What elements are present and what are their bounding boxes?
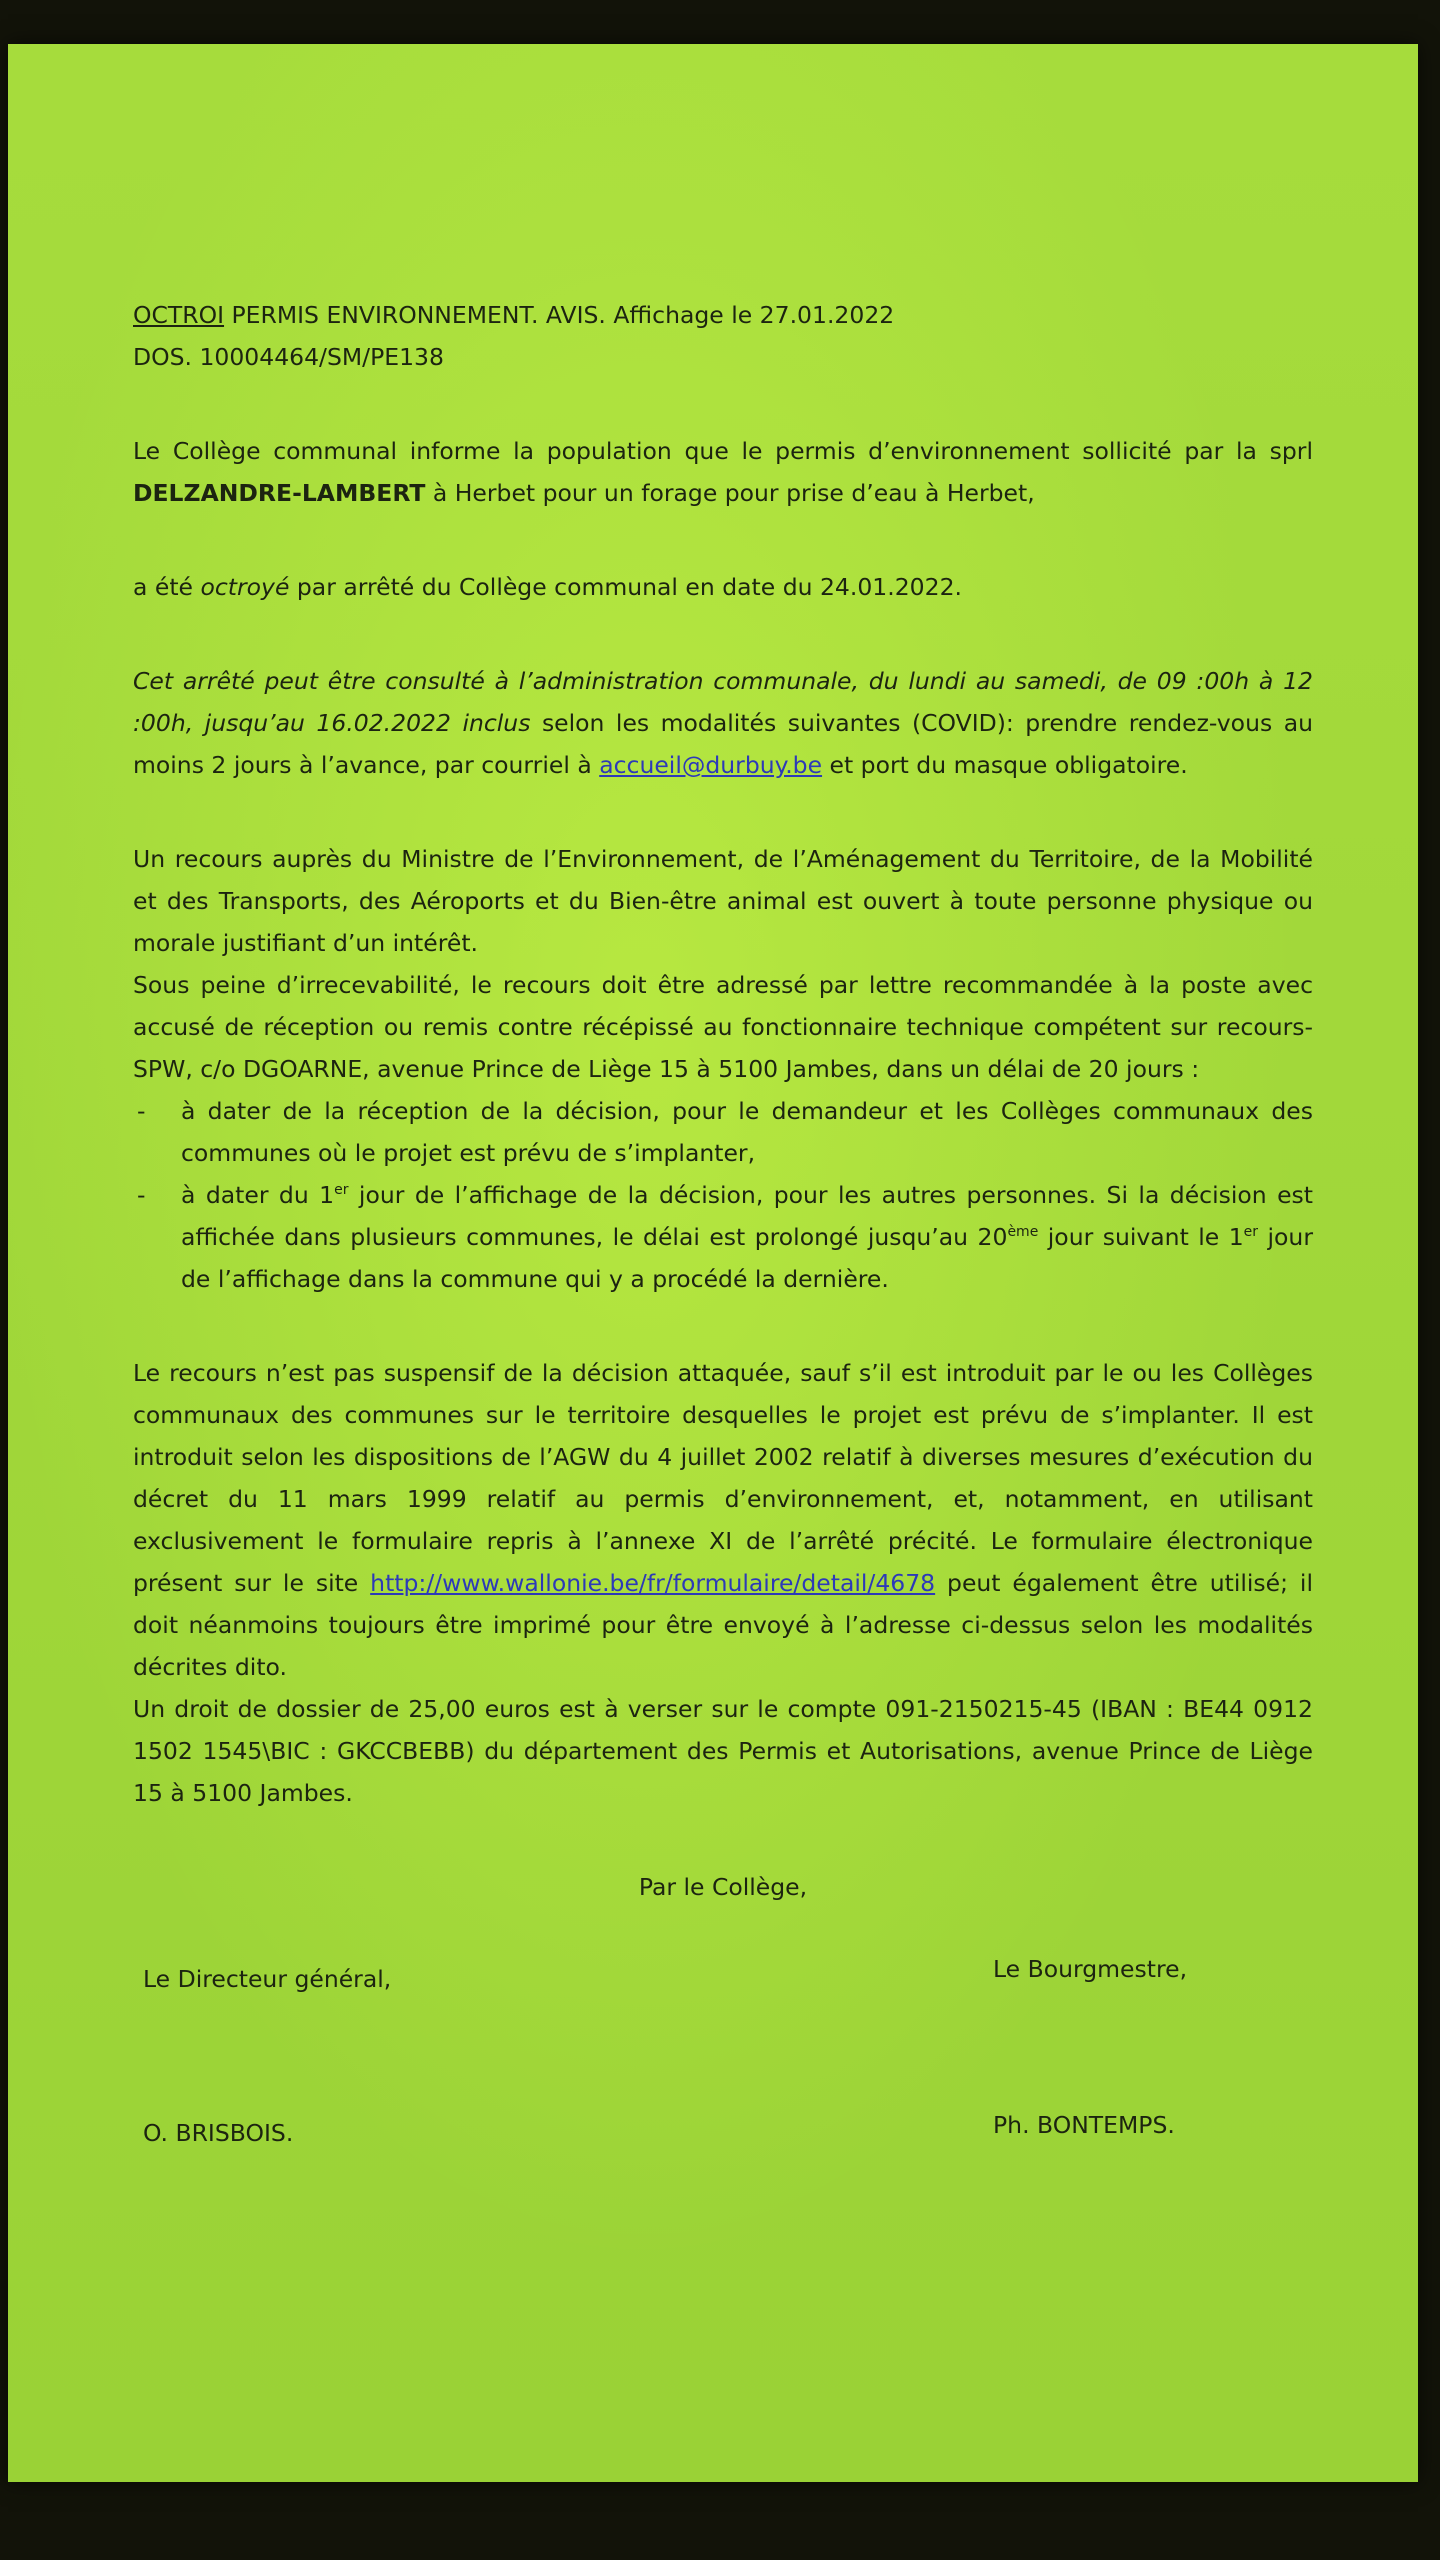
consultation-end: et port du masque obligatoire. (822, 751, 1188, 779)
appeal-procedure-paragraph: Sous peine d’irrecevabilité, le recours doit être adressé par lettre recommandée à la poste avec accusé de réception ou remis contre récépissé au fonctionnaire technique compétent sur recours-SPW, c/o DGOARNE, avenue Prince de Liège 15 à 5100 Jambes, dans un délai de 20 jours : (133, 971, 1313, 1083)
right-role: Le Bourgmestre, (993, 1955, 1188, 1983)
dossier-number: DOS. 10004464/SM/PE138 (133, 343, 444, 371)
notice-document (133, 294, 1313, 2168)
list-item: - à dater de la réception de la décision, pour le demandeur et les Collèges communaux des communes où le projet est prévu de s’implanter, (133, 1090, 1313, 1174)
consultation-text: selon les modalités suivantes (COVID): prendre rendez-vous au moins 2 jours à l’avance, par courriel à (133, 709, 1313, 779)
fee-paragraph: Un droit de dossier de 25,00 euros est à verser sur le compte 091-2150215-45 (IBAN : BE44 0912 1502 1545\BIC : GKCCBEBB) du département des Permis et Autorisations, avenue Prince de Liège 15 à 5100 Jambes. (133, 1695, 1313, 1807)
consultation-italic: Cet arrêté peut être consulté à l’administration communale, du lundi au samedi, de 09 :00h à 12 :00h, jusqu’au 16.02.2022 inclus (133, 667, 1313, 737)
notice-title (133, 294, 1313, 336)
signature-by: Par le Collège, (638, 1873, 808, 1901)
signature-block (133, 1908, 1313, 2168)
notice-sheet (8, 44, 1418, 2482)
appeal-paragraph: Un recours auprès du Ministre de l’Environnement, de l’Aménagement du Territoire, de la Mobilité et des Transports, des Aéroports et du Bien-être animal est ouvert à toute personne physique ou morale justifiant d’un intérêt. (133, 845, 1313, 957)
left-role: Le Directeur général, (143, 1965, 392, 1993)
appeal-deadline-list (133, 1090, 1313, 1300)
suspensive-text: Le recours n’est pas suspensif de la décision attaquée, sauf s’il est introduit par le ou les Collèges communaux des communes sur le territoire desquelles le projet est prévu de s’implanter. Il est introduit selon les dispositions de l’AGW du 4 juillet 2002 relatif à diverses mesures d’exécution du décret du 11 mars 1999 relatif au permis d’environnement, et, notamment, en utilisant exclusivement le formulaire repris à l’annexe XI de l’arrêté précité. Le formulaire électronique présent sur le site (133, 1359, 1313, 1597)
title-rest: PERMIS ENVIRONNEMENT. AVIS. Affichage le 27.01.2022 (224, 301, 895, 329)
form-url-link[interactable]: http://www.wallonie.be/fr/formulaire/detail/4678 (370, 1569, 936, 1597)
email-link[interactable]: accueil@durbuy.be (599, 751, 823, 779)
right-name: Ph. BONTEMPS. (993, 2111, 1175, 2139)
consultation-paragraph (133, 660, 1313, 786)
suspensive-paragraph (133, 1352, 1313, 1688)
decision-after: par arrêté du Collège communal en date du 24.01.2022. (289, 573, 963, 601)
left-name: O. BRISBOIS. (143, 2119, 294, 2147)
applicant-name: DELZANDRE-LAMBERT (133, 479, 426, 507)
list-item: - à dater du 1er jour de l’affichage de la décision, pour les autres personnes. Si la décision est affichée dans plusieurs communes, le délai est prolongé jusqu’au 20ème jour suivant le 1er jour de l’affichage dans la commune qui y a procédé la dernière. (133, 1174, 1313, 1300)
decision-paragraph (133, 566, 1313, 608)
octroi-label: OCTROI (133, 301, 225, 329)
intro-text: Le Collège communal informe la population que le permis d’environnement sollicité par la sprl (133, 437, 1313, 465)
decision-before: a été (133, 573, 201, 601)
suspensive-text-end: peut également être utilisé; il doit néanmoins toujours être imprimé pour être envoyé à l’adresse ci-dessus selon les modalités décrites dito. (133, 1569, 1313, 1681)
decision-granted: octroyé (200, 573, 290, 601)
intro-paragraph (133, 430, 1313, 514)
intro-text-after: à Herbet pour un forage pour prise d’eau à Herbet, (425, 479, 1035, 507)
